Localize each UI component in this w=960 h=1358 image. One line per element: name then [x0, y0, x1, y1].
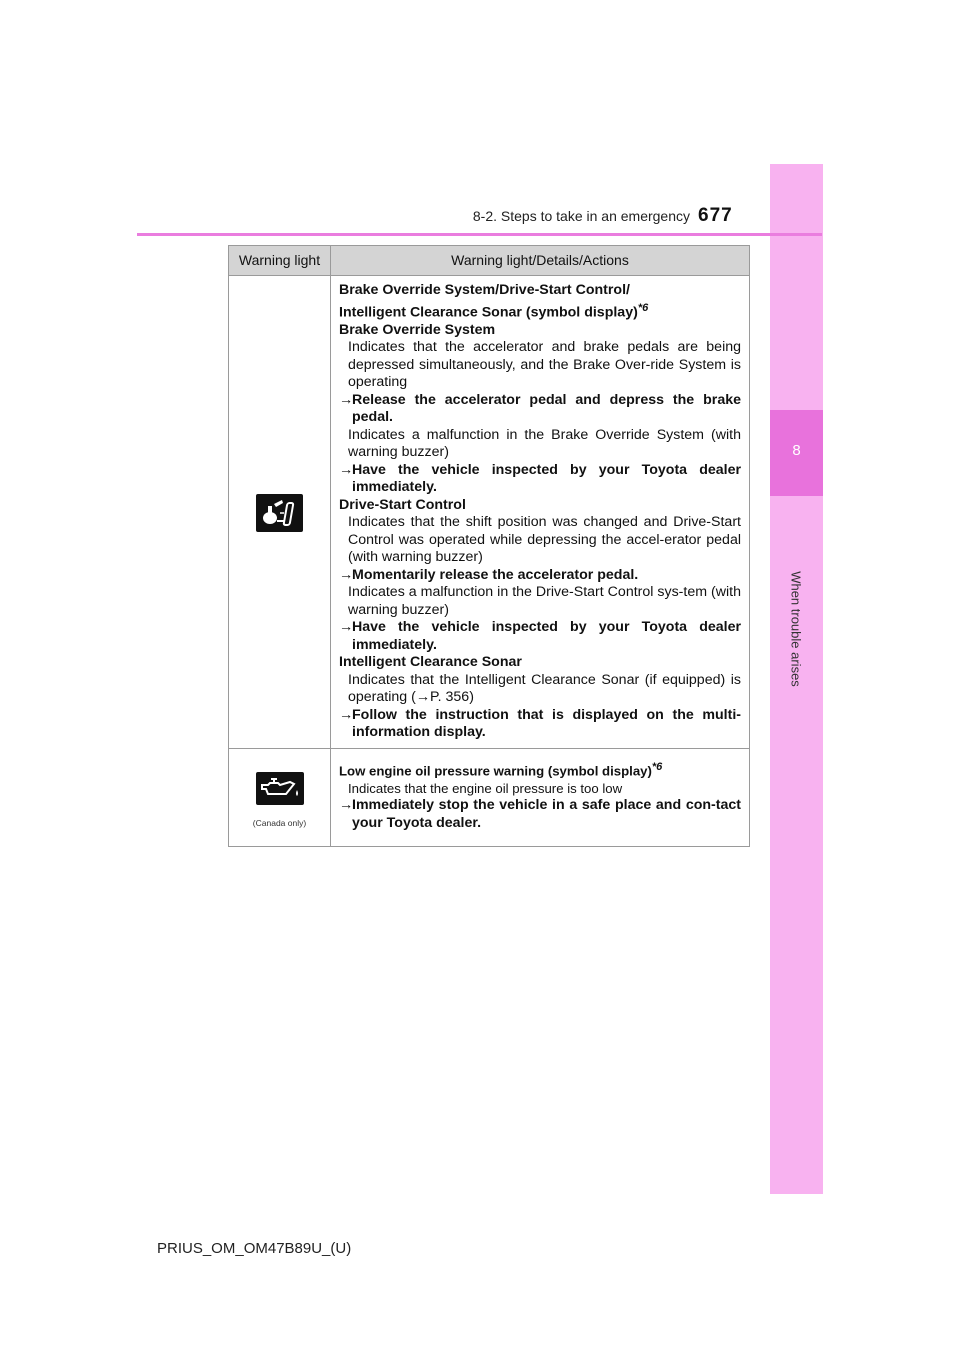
details-cell [331, 748, 750, 846]
footnote-marker: *6 [637, 301, 649, 314]
icon-cell [229, 748, 331, 846]
column-header-warning-light: Warning light [229, 246, 331, 276]
details-cell [331, 276, 750, 749]
action-text: Immediately stop the vehicle in a safe place and con-tact your Toyota dealer. [352, 797, 741, 831]
action-item [339, 707, 741, 742]
page-number: 677 [698, 205, 733, 226]
description: Indicates that the Intelligent Clearance Sonar (if equipped) is operating (→P. 356) [348, 671, 741, 706]
description: Indicates a malfunction in the Drive-Start Control sys-tem (with warning buzzer) [348, 584, 741, 618]
subheading-clearance-sonar: Intelligent Clearance Sonar [339, 654, 522, 671]
description: Indicates that the accelerator and brake pedals are being depressed simultaneously, and the Brake Over-ride System is operating [348, 339, 741, 391]
description: Indicates a malfunction in the Brake Override System (with warning buzzer) [348, 426, 741, 461]
action-text: Have the vehicle inspected by your Toyota dealer immediately. [352, 461, 741, 496]
action-item [339, 797, 741, 832]
description: Indicates that the shift position was changed and Drive-Start Control was operated while depressing the accel-erator pedal (with warning buzzer) [348, 514, 741, 566]
document-id: PRIUS_OM_OM47B89U_(U) [157, 1240, 352, 1257]
subheading-brake-override: Brake Override System [339, 321, 496, 338]
action-item [339, 619, 741, 654]
arrow-icon: → [339, 566, 354, 583]
action-item [339, 462, 741, 497]
chapter-label: When trouble arises [788, 571, 804, 687]
chapter-side-tab [770, 164, 823, 1194]
action-item [339, 567, 741, 585]
row-title-line1: Brake Override System/Drive-Start Control/ [339, 282, 630, 298]
canada-only-note: (Canada only) [252, 818, 307, 829]
table-row [229, 748, 750, 846]
arrow-icon: → [339, 706, 354, 723]
description: Indicates that the engine oil pressure is too low [348, 780, 623, 796]
arrow-icon: → [339, 461, 354, 478]
row-title [339, 759, 741, 780]
arrow-icon: → [339, 797, 354, 814]
row-title-text: Low engine oil pressure warning (symbol display) [339, 763, 652, 779]
action-item [339, 392, 741, 427]
row-title-line2 [339, 300, 741, 322]
action-text: Momentarily release the accelerator pedal. [352, 566, 639, 583]
footnote-marker: *6 [651, 760, 663, 773]
header-rule [137, 233, 822, 236]
row-title-text: Intelligent Clearance Sonar (symbol display) [339, 304, 638, 321]
table-row [229, 276, 750, 749]
action-text: Follow the instruction that is displayed on the multi-information display. [352, 706, 741, 741]
icon-cell [229, 276, 331, 749]
column-header-details: Warning light/Details/Actions [331, 246, 750, 276]
oil-pressure-icon [256, 772, 304, 805]
table-header-row [229, 246, 750, 276]
section-title: 8-2. Steps to take in an emergency [472, 208, 690, 224]
subheading-drive-start: Drive-Start Control [339, 496, 466, 513]
arrow-icon: → [339, 619, 354, 636]
brake-override-icon [256, 494, 303, 532]
action-text: Release the accelerator pedal and depress the brake pedal. [352, 391, 741, 426]
chapter-number: 8 [792, 442, 801, 459]
warning-light-table [228, 245, 750, 847]
arrow-icon: → [339, 391, 354, 408]
action-text: Have the vehicle inspected by your Toyota dealer immediately. [352, 619, 741, 653]
